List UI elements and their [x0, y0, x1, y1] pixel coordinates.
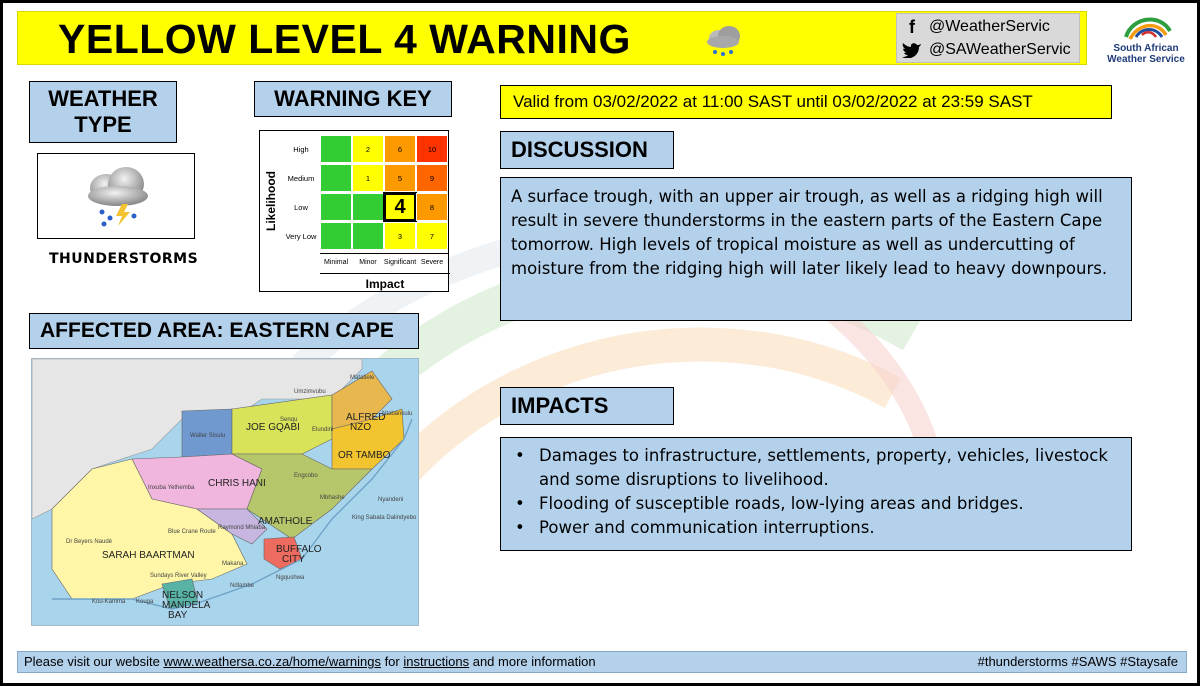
validity-period: Valid from 03/02/2022 at 11:00 SAST until 03/02/2022 at 23:59 SAST	[500, 85, 1112, 119]
map-label-raymond: Raymond Mhlaba	[218, 525, 266, 531]
matrix-cell: 10	[416, 135, 448, 163]
matrix-row-label: Medium	[287, 174, 315, 183]
map-label-buffalo-city-1: BUFFALO	[276, 544, 322, 555]
impact-item: • Flooding of susceptible roads, low-lying areas and bridges.	[509, 492, 1121, 516]
weather-icon-box	[37, 153, 195, 239]
map-regions	[32, 359, 419, 626]
map-label-elundini: Elundini	[312, 427, 334, 433]
matrix-cell	[352, 193, 384, 221]
map-label-matatiele: Matatiele	[350, 375, 375, 381]
map-label-ndlambe: Ndlambe	[230, 583, 255, 589]
weather-type-heading	[29, 81, 177, 143]
map-label-alfred-nzo-2: NZO	[350, 422, 372, 433]
matrix-column-label: Significant	[384, 253, 416, 271]
matrix-cell: 8	[416, 193, 448, 221]
eastern-cape-map	[31, 358, 419, 626]
matrix-cell: 3	[384, 222, 416, 250]
footer-mid: for	[380, 654, 404, 669]
affected-area-heading: AFFECTED AREA: EASTERN CAPE	[29, 313, 419, 349]
map-label-dr-beyers: Dr Beyers Naudé	[66, 539, 113, 545]
saws-logo	[1096, 11, 1196, 67]
matrix-cell	[320, 222, 352, 250]
map-label-kou-kamma: Kou-Kamma	[92, 599, 126, 605]
matrix-cell: 5	[384, 164, 416, 192]
weather-type-line-1: WEATHER	[48, 86, 158, 111]
rain-cloud-icon	[701, 20, 745, 60]
matrix-column-label: Minor	[352, 253, 384, 271]
saws-logo-mark	[1096, 11, 1196, 43]
map-label-buffalo-city-2: CITY	[282, 554, 305, 565]
map-label-engcobo: Engcobo	[294, 473, 318, 479]
map-label-makana: Makana	[222, 561, 244, 567]
instructions-link[interactable]: instructions	[403, 654, 470, 669]
map-label-walter-sisulu: Walter Sisulu	[190, 433, 226, 439]
facebook-icon: f	[909, 16, 915, 37]
footer-hashtags: #thunderstorms #SAWS #Staysafe	[977, 654, 1178, 669]
matrix-column-label: Severe	[416, 253, 448, 271]
map-label-inxuba: Inxuba Yethemba	[148, 485, 195, 491]
risk-matrix	[259, 130, 449, 292]
map-label-nelson-mandela-2: MANDELA	[162, 600, 211, 611]
map-label-ngqushwa: Ngqushwa	[276, 575, 305, 581]
thunderstorm-icon	[38, 154, 196, 240]
impact-item: • Power and communication interruptions.	[509, 516, 1121, 540]
discussion-text: A surface trough, with an upper air trough, as well as a ridging high will result in severe thunderstorms in the eastern parts of the Eastern Cape tomorrow. High levels of tropical moisture as well as undercutting of moisture from the ridging high will later likely lead to heavy downpours.	[500, 177, 1132, 321]
selected-level-marker: 4	[383, 192, 417, 222]
map-label-amathole: AMATHOLE	[258, 516, 313, 527]
map-label-senqu: Senqu	[280, 417, 298, 423]
weather-type-value: THUNDERSTORMS	[49, 251, 199, 267]
impacts-heading: IMPACTS	[500, 387, 674, 425]
social-media-box	[896, 13, 1080, 63]
logo-text	[1096, 43, 1196, 65]
twitter-icon	[901, 40, 923, 60]
facebook-handle[interactable]: @WeatherServic	[929, 18, 1050, 35]
matrix-cell: 2	[352, 135, 384, 163]
matrix-row-label: High	[293, 145, 309, 154]
map-label-nelson-mandela-3: BAY	[168, 610, 188, 621]
map-label-nelson-mandela-1: NELSON	[162, 590, 204, 601]
map-label-alfred-nzo-1: ALFRED	[346, 412, 386, 423]
map-label-mbhashe: Mbhashe	[320, 495, 345, 501]
matrix-cell	[320, 135, 352, 163]
matrix-cell: 7	[416, 222, 448, 250]
footer-prefix: Please visit our website	[24, 654, 164, 669]
twitter-handle[interactable]: @SAWeatherServic	[929, 41, 1071, 58]
logo-line-1: South African	[1113, 43, 1179, 54]
matrix-row-label: Very Low	[285, 232, 317, 241]
map-label-ntabankulu: Ntabankulu	[382, 411, 413, 417]
matrix-cell	[320, 193, 352, 221]
footer-info	[24, 654, 596, 669]
footer-suffix: and more information	[469, 654, 596, 669]
impact-axis-label: Impact	[320, 273, 450, 293]
matrix-cell: 1	[352, 164, 384, 192]
map-label-blue-crane: Blue Crane Route	[168, 529, 216, 535]
map-label-king-sabata: King Sabata Dalindyebo	[352, 515, 417, 521]
matrix-cell	[320, 164, 352, 192]
matrix-row-label: Low	[294, 203, 308, 212]
facebook-row[interactable]	[901, 16, 1050, 38]
footer-bar	[17, 651, 1187, 673]
map-label-or-tambo: OR TAMBO	[338, 450, 391, 461]
matrix-cell	[352, 222, 384, 250]
map-label-sarah-baartman: SARAH BAARTMAN	[102, 550, 195, 561]
twitter-row[interactable]	[901, 39, 1071, 61]
map-label-kouga: Kouga	[136, 599, 154, 605]
matrix-cell: 6	[384, 135, 416, 163]
discussion-heading: DISCUSSION	[500, 131, 674, 169]
matrix-column-label: Minimal	[320, 253, 352, 271]
map-label-joe-gqabi: JOE GQABI	[246, 422, 300, 433]
likelihood-axis-label	[260, 131, 282, 271]
map-label-sundays: Sundays River Valley	[150, 573, 207, 579]
logo-line-2: Weather Service	[1107, 54, 1185, 65]
map-label-nyandeni: Nyandeni	[378, 497, 404, 503]
warning-key-heading: WARNING KEY	[254, 81, 452, 117]
matrix-cell: 9	[416, 164, 448, 192]
impact-item: • Damages to infrastructure, settlements, property, vehicles, livestock and some disruptions to livelihood.	[509, 444, 1121, 492]
map-label-umzimvubu: Umzimvubu	[294, 389, 326, 395]
likelihood-label: Likelihood	[264, 171, 278, 231]
warnings-link[interactable]: www.weathersa.co.za/home/warnings	[163, 654, 381, 669]
impacts-list	[500, 437, 1132, 551]
map-label-chris-hani: CHRIS HANI	[208, 478, 266, 489]
weather-type-line-2: TYPE	[74, 112, 132, 137]
page-title: YELLOW LEVEL 4 WARNING	[58, 16, 631, 62]
